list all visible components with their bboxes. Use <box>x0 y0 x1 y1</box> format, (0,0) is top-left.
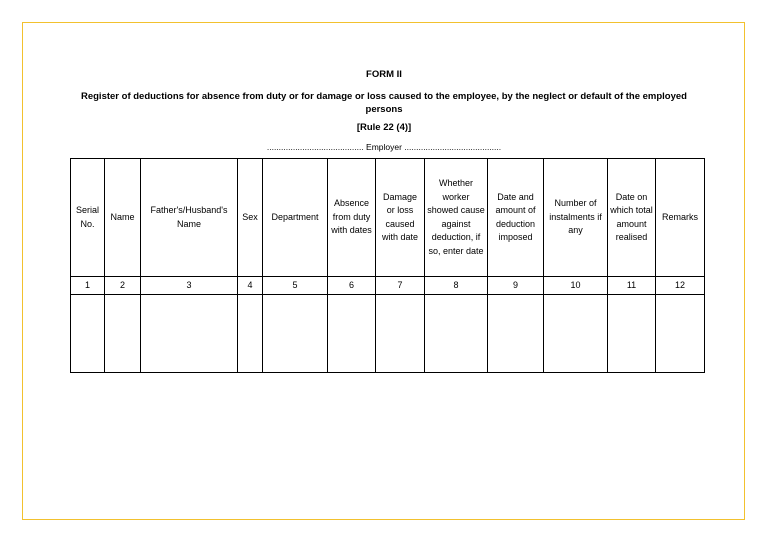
column-header: Whether worker showed cause against deduction, if so, enter date <box>425 159 488 277</box>
employer-line: ......................................... Employer ......................................... <box>266 142 502 152</box>
column-header: Damage or loss caused with date <box>376 159 425 277</box>
column-header: Absence from duty with dates <box>328 159 376 277</box>
column-header: Sex <box>238 159 263 277</box>
column-header: Date and amount of deduction imposed <box>488 159 544 277</box>
rule-reference: [Rule 22 (4)] <box>356 122 412 133</box>
entry-cell <box>238 295 263 373</box>
form-subtitle: Register of deductions for absence from duty or for damage or loss caused to the employee, by the neglect or default of the employed persons <box>80 91 687 115</box>
deductions-register-table <box>70 158 705 373</box>
entry-cell <box>141 295 238 373</box>
column-number: 6 <box>328 277 376 295</box>
blank-entry-row <box>71 295 705 373</box>
column-header: Name <box>105 159 141 277</box>
entry-cell <box>328 295 376 373</box>
column-number: 10 <box>544 277 608 295</box>
entry-cell <box>425 295 488 373</box>
column-header: Serial No. <box>71 159 105 277</box>
column-header: Department <box>263 159 328 277</box>
column-number: 4 <box>238 277 263 295</box>
column-number: 1 <box>71 277 105 295</box>
entry-cell <box>71 295 105 373</box>
form-title: FORM II <box>366 69 402 80</box>
column-header: Date on which total amount realised <box>608 159 656 277</box>
column-number: 11 <box>608 277 656 295</box>
column-number-row <box>71 277 705 295</box>
column-number: 5 <box>263 277 328 295</box>
column-number: 3 <box>141 277 238 295</box>
column-number: 2 <box>105 277 141 295</box>
entry-cell <box>376 295 425 373</box>
entry-cell <box>105 295 141 373</box>
column-number: 12 <box>656 277 705 295</box>
entry-cell <box>544 295 608 373</box>
column-number: 9 <box>488 277 544 295</box>
column-number: 7 <box>376 277 425 295</box>
column-header: Remarks <box>656 159 705 277</box>
entry-cell <box>608 295 656 373</box>
entry-cell <box>263 295 328 373</box>
column-number: 8 <box>425 277 488 295</box>
column-header: Father's/Husband's Name <box>141 159 238 277</box>
entry-cell <box>656 295 705 373</box>
entry-cell <box>488 295 544 373</box>
header-row <box>71 159 705 277</box>
column-header: Number of instalments if any <box>544 159 608 277</box>
